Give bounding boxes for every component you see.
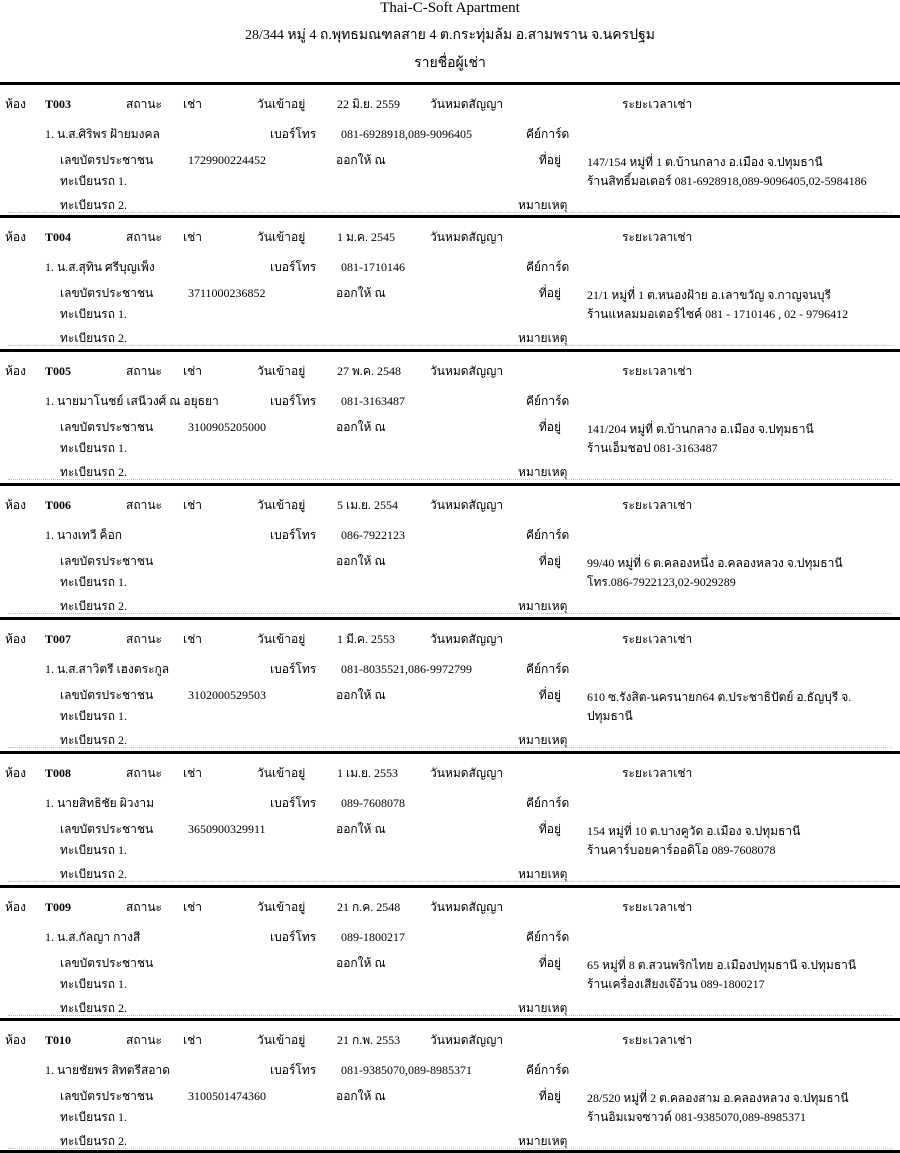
status-value: เช่า	[183, 498, 202, 512]
id-card-label: เลขบัตรประชาชน	[60, 956, 154, 970]
room-label: ห้อง	[5, 900, 26, 914]
address-line2: ร้านสิทธิ์มอเตอร์ 081-6928918,089-9096405,02-5984186	[587, 174, 867, 188]
tenant-record	[0, 751, 900, 885]
rent-period-label: ระยะเวลาเช่า	[622, 900, 693, 914]
contract-end-label: วันหมดสัญญา	[430, 1033, 504, 1047]
move-in-date: 5 เม.ย. 2554	[337, 498, 399, 512]
phone-value: 089-1800217	[341, 930, 405, 944]
car1-label: ทะเบียนรถ 1.	[60, 307, 128, 321]
room-label: ห้อง	[5, 230, 26, 244]
issued-at-label: ออกให้ ณ	[336, 286, 386, 300]
record-divider	[8, 613, 892, 614]
note-label: หมายเหตุ	[518, 867, 568, 881]
phone-label: เบอร์โทร	[270, 796, 317, 810]
address-line2: ปทุมธานี	[587, 709, 633, 723]
room-number: T007	[45, 632, 72, 646]
car2-label: ทะเบียนรถ 2.	[60, 733, 128, 747]
rent-period-label: ระยะเวลาเช่า	[622, 498, 693, 512]
status-value: เช่า	[183, 632, 202, 646]
address-label: ที่อยู่	[538, 554, 561, 568]
address-line2: ร้านเอ็มชอป 081-3163487	[587, 441, 718, 455]
rent-period-label: ระยะเวลาเช่า	[622, 632, 693, 646]
address-line1: 154 หมู่ที่ 10 ต.บางคูวัด อ.เมือง จ.ปทุมธานี	[587, 824, 801, 838]
note-label: หมายเหตุ	[518, 198, 568, 212]
room-number: T010	[45, 1033, 72, 1047]
car2-label: ทะเบียนรถ 2.	[60, 599, 128, 613]
status-label: สถานะ	[126, 632, 162, 646]
status-value: เช่า	[183, 97, 202, 111]
car1-label: ทะเบียนรถ 1.	[60, 709, 128, 723]
room-label: ห้อง	[5, 498, 26, 512]
status-label: สถานะ	[126, 900, 162, 914]
keycard-label: คีย์การ์ด	[526, 930, 570, 944]
phone-value: 081-9385070,089-8985371	[341, 1063, 472, 1077]
company-name: Thai-C-Soft Apartment	[380, 0, 520, 16]
phone-label: เบอร์โทร	[270, 394, 317, 408]
status-label: สถานะ	[126, 364, 162, 378]
issued-at-label: ออกให้ ณ	[336, 554, 386, 568]
room-label: ห้อง	[5, 1033, 26, 1047]
keycard-label: คีย์การ์ด	[526, 662, 570, 676]
contract-end-label: วันหมดสัญญา	[430, 364, 504, 378]
phone-label: เบอร์โทร	[270, 1063, 317, 1077]
car2-label: ทะเบียนรถ 2.	[60, 867, 128, 881]
move-in-date: 21 ก.ค. 2548	[337, 900, 401, 914]
tenant-name: 1. น.ส.สุทิน ศรีบุญเพ็ง	[45, 260, 155, 274]
car2-label: ทะเบียนรถ 2.	[60, 465, 128, 479]
car1-label: ทะเบียนรถ 1.	[60, 575, 128, 589]
note-label: หมายเหตุ	[518, 599, 568, 613]
phone-value: 081-6928918,089-9096405	[341, 127, 472, 141]
tenant-name: 1. น.ส.สาวิตรี เฮงตระกูล	[45, 662, 170, 676]
move-in-date: 1 มี.ค. 2553	[337, 632, 395, 646]
move-in-date: 1 ม.ค. 2545	[337, 230, 395, 244]
tenant-record	[0, 617, 900, 751]
address-label: ที่อยู่	[538, 822, 561, 836]
move-in-label: วันเข้าอยู่	[257, 230, 306, 244]
status-label: สถานะ	[126, 97, 162, 111]
id-card-label: เลขบัตรประชาชน	[60, 286, 154, 300]
move-in-label: วันเข้าอยู่	[257, 97, 306, 111]
car2-label: ทะเบียนรถ 2.	[60, 331, 128, 345]
address-label: ที่อยู่	[538, 956, 561, 970]
contract-end-label: วันหมดสัญญา	[430, 97, 504, 111]
id-card-value: 3100905205000	[188, 420, 266, 434]
note-label: หมายเหตุ	[518, 331, 568, 345]
tenant-record	[0, 885, 900, 1019]
address-line1: 147/154 หมู่ที่ 1 ต.บ้านกลาง อ.เมือง จ.ปทุมธานี	[587, 155, 823, 169]
address-line2: ร้านเครื่องเสียงเจ๊อ้วน 089-1800217	[587, 977, 765, 991]
tenant-record	[0, 82, 900, 216]
room-number: T006	[45, 498, 72, 512]
note-label: หมายเหตุ	[518, 1134, 568, 1148]
id-card-label: เลขบัตรประชาชน	[60, 822, 154, 836]
record-divider	[8, 747, 892, 748]
address-label: ที่อยู่	[538, 286, 561, 300]
room-label: ห้อง	[5, 632, 26, 646]
address-line1: 610 ซ.รังสิต-นครนายก64 ต.ประชาธิปัตย์ อ.ธัญบุรี จ.	[587, 690, 852, 704]
keycard-label: คีย์การ์ด	[526, 528, 570, 542]
rent-period-label: ระยะเวลาเช่า	[622, 97, 693, 111]
status-label: สถานะ	[126, 1033, 162, 1047]
company-address: 28/344 หมู่ 4 ถ.พุทธมณฑลสาย 4 ต.กระทุ่มล้ม อ.สามพราน จ.นครปฐม	[245, 28, 655, 43]
phone-label: เบอร์โทร	[270, 528, 317, 542]
tenant-record	[0, 1018, 900, 1152]
issued-at-label: ออกให้ ณ	[336, 822, 386, 836]
id-card-label: เลขบัตรประชาชน	[60, 420, 154, 434]
note-label: หมายเหตุ	[518, 465, 568, 479]
record-divider	[8, 1148, 892, 1149]
move-in-label: วันเข้าอยู่	[257, 900, 306, 914]
phone-label: เบอร์โทร	[270, 930, 317, 944]
keycard-label: คีย์การ์ด	[526, 127, 570, 141]
id-card-value: 3711000236852	[188, 286, 266, 300]
address-line2: โทร.086-7922123,02-9029289	[587, 575, 736, 589]
car1-label: ทะเบียนรถ 1.	[60, 441, 128, 455]
move-in-label: วันเข้าอยู่	[257, 498, 306, 512]
tenant-name: 1. น.ส.ศิริพร ฝ้ายมงคล	[45, 127, 160, 141]
move-in-date: 1 เม.ย. 2553	[337, 766, 399, 780]
room-label: ห้อง	[5, 766, 26, 780]
rent-period-label: ระยะเวลาเช่า	[622, 364, 693, 378]
id-card-value: 3102000529503	[188, 688, 266, 702]
keycard-label: คีย์การ์ด	[526, 394, 570, 408]
status-value: เช่า	[183, 1033, 202, 1047]
rent-period-label: ระยะเวลาเช่า	[622, 1033, 693, 1047]
record-divider	[8, 212, 892, 213]
tenant-name: 1. นายชัยพร สิทตรีสอาด	[45, 1063, 171, 1077]
issued-at-label: ออกให้ ณ	[336, 956, 386, 970]
id-card-value: 3650900329911	[188, 822, 266, 836]
address-line1: 99/40 หมู่ที่ 6 ต.คลองหนึ่ง อ.คลองหลวง จ.ปทุมธานี	[587, 556, 843, 570]
car1-label: ทะเบียนรถ 1.	[60, 1110, 128, 1124]
tenant-record	[0, 349, 900, 483]
issued-at-label: ออกให้ ณ	[336, 420, 386, 434]
contract-end-label: วันหมดสัญญา	[430, 498, 504, 512]
room-label: ห้อง	[5, 364, 26, 378]
rent-period-label: ระยะเวลาเช่า	[622, 766, 693, 780]
status-label: สถานะ	[126, 230, 162, 244]
record-divider	[8, 881, 892, 882]
room-number: T005	[45, 364, 72, 378]
phone-label: เบอร์โทร	[270, 662, 317, 676]
contract-end-label: วันหมดสัญญา	[430, 632, 504, 646]
address-label: ที่อยู่	[538, 420, 561, 434]
tenant-name: 1. น.ส.กัลญา กางสี	[45, 930, 141, 944]
room-number: T009	[45, 900, 72, 914]
address-label: ที่อยู่	[538, 1089, 561, 1103]
move-in-date: 21 ก.พ. 2553	[337, 1033, 401, 1047]
move-in-label: วันเข้าอยู่	[257, 364, 306, 378]
phone-value: 086-7922123	[341, 528, 405, 542]
move-in-date: 27 พ.ค. 2548	[337, 364, 401, 378]
address-line1: 65 หมู่ที่ 8 ต.สวนพริกไทย อ.เมืองปทุมธานี จ.ปทุมธานี	[587, 958, 857, 972]
keycard-label: คีย์การ์ด	[526, 1063, 570, 1077]
move-in-label: วันเข้าอยู่	[257, 632, 306, 646]
phone-label: เบอร์โทร	[270, 127, 317, 141]
address-line1: 21/1 หมู่ที่ 1 ต.หนองฝ้าย อ.เลาขวัญ จ.กาญจนบุรี	[587, 288, 831, 302]
status-value: เช่า	[183, 230, 202, 244]
status-label: สถานะ	[126, 498, 162, 512]
id-card-label: เลขบัตรประชาชน	[60, 153, 154, 167]
contract-end-label: วันหมดสัญญา	[430, 230, 504, 244]
address-line1: 141/204 หมู่ที่ ต.บ้านกลาง อ.เมือง จ.ปทุมธานี	[587, 422, 814, 436]
phone-label: เบอร์โทร	[270, 260, 317, 274]
move-in-label: วันเข้าอยู่	[257, 1033, 306, 1047]
note-label: หมายเหตุ	[518, 733, 568, 747]
phone-value: 081-1710146	[341, 260, 405, 274]
room-number: T003	[45, 97, 72, 111]
room-number: T008	[45, 766, 72, 780]
tenant-name: 1. นายมาโนชย์ เสนีวงศ์ ณ อยุธยา	[45, 394, 219, 408]
phone-value: 081-8035521,086-9972799	[341, 662, 472, 676]
move-in-date: 22 มิ.ย. 2559	[337, 97, 400, 111]
car1-label: ทะเบียนรถ 1.	[60, 174, 128, 188]
issued-at-label: ออกให้ ณ	[336, 153, 386, 167]
tenant-record	[0, 215, 900, 349]
note-label: หมายเหตุ	[518, 1001, 568, 1015]
address-line2: ร้านแหลมมอเตอร์ไซค์ 081 - 1710146 , 02 - 9796412	[587, 307, 849, 321]
tenant-name: 1. นายสิทธิชัย ผิวงาม	[45, 796, 154, 810]
address-line2: ร้านอิมเมจซาวด์ 081-9385070,089-8985371	[587, 1110, 806, 1124]
car2-label: ทะเบียนรถ 2.	[60, 198, 128, 212]
status-label: สถานะ	[126, 766, 162, 780]
record-divider	[8, 345, 892, 346]
contract-end-label: วันหมดสัญญา	[430, 766, 504, 780]
issued-at-label: ออกให้ ณ	[336, 1089, 386, 1103]
address-label: ที่อยู่	[538, 153, 561, 167]
id-card-label: เลขบัตรประชาชน	[60, 688, 154, 702]
phone-value: 089-7608078	[341, 796, 405, 810]
id-card-value: 1729900224452	[188, 153, 266, 167]
car2-label: ทะเบียนรถ 2.	[60, 1134, 128, 1148]
issued-at-label: ออกให้ ณ	[336, 688, 386, 702]
room-number: T004	[45, 230, 72, 244]
record-divider	[8, 1015, 892, 1016]
id-card-label: เลขบัตรประชาชน	[60, 1089, 154, 1103]
address-line2: ร้านคาร์บอยคาร์ออดิโอ 089-7608078	[587, 843, 776, 857]
address-label: ที่อยู่	[538, 688, 561, 702]
address-line1: 28/520 หมู่ที่ 2 ต.คลองสาม อ.คลองหลวง จ.ปทุมธานี	[587, 1091, 849, 1105]
id-card-value: 3100501474360	[188, 1089, 266, 1103]
id-card-label: เลขบัตรประชาชน	[60, 554, 154, 568]
report-title: รายชื่อผู้เช่า	[414, 56, 486, 71]
tenant-name: 1. นางเทวี ค็อก	[45, 528, 123, 542]
keycard-label: คีย์การ์ด	[526, 260, 570, 274]
car1-label: ทะเบียนรถ 1.	[60, 977, 128, 991]
car2-label: ทะเบียนรถ 2.	[60, 1001, 128, 1015]
record-divider	[8, 479, 892, 480]
rent-period-label: ระยะเวลาเช่า	[622, 230, 693, 244]
status-value: เช่า	[183, 900, 202, 914]
phone-value: 081-3163487	[341, 394, 405, 408]
keycard-label: คีย์การ์ด	[526, 796, 570, 810]
move-in-label: วันเข้าอยู่	[257, 766, 306, 780]
status-value: เช่า	[183, 766, 202, 780]
status-value: เช่า	[183, 364, 202, 378]
car1-label: ทะเบียนรถ 1.	[60, 843, 128, 857]
contract-end-label: วันหมดสัญญา	[430, 900, 504, 914]
room-label: ห้อง	[5, 97, 26, 111]
tenant-record	[0, 483, 900, 617]
